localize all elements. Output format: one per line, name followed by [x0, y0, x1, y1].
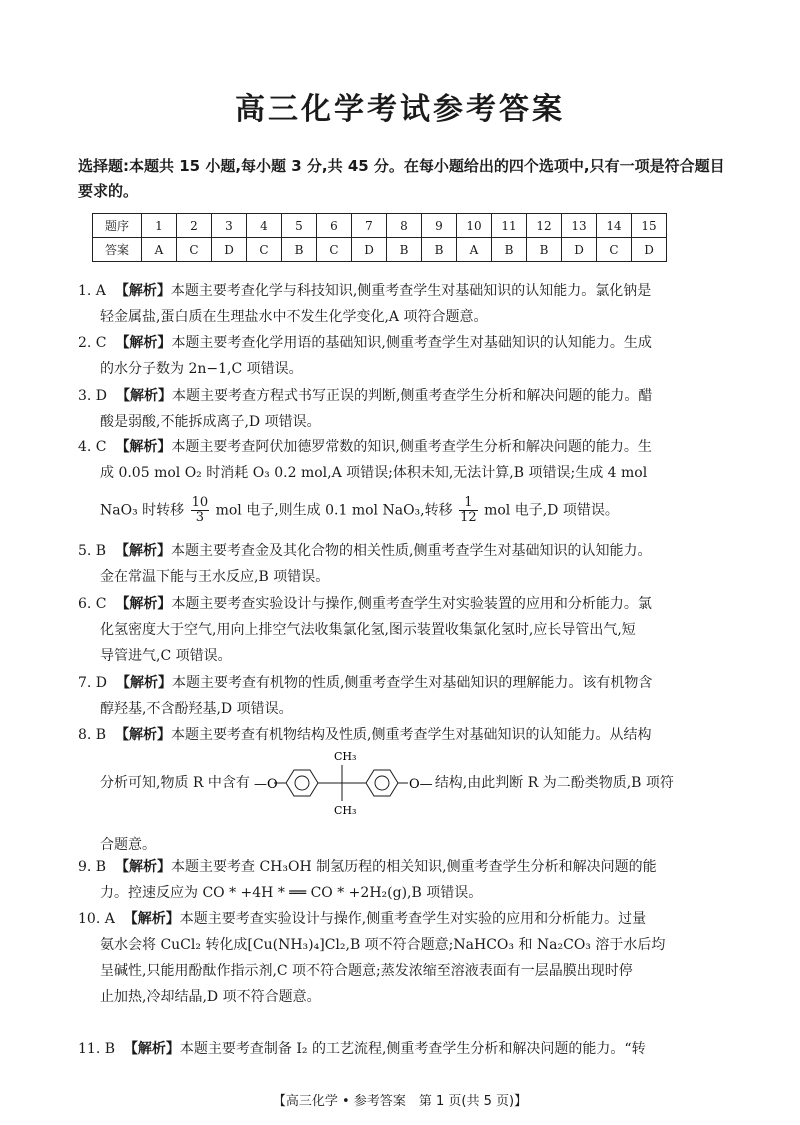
- table-header-cell: 题序: [93, 214, 142, 238]
- table-cell: B: [527, 238, 562, 262]
- question-text: 的水分子数为 2n−1,C 项错误。: [100, 361, 303, 377]
- table-cell: 11: [492, 214, 527, 238]
- table-cell: D: [632, 238, 667, 262]
- page-footer: 【高三化学 • 参考答案 第 1 页(共 5 页)】: [272, 1094, 528, 1109]
- ether-oxygen-right: O—: [409, 777, 434, 792]
- analysis-tag: 【解析】: [114, 283, 171, 299]
- question-3: [78, 383, 732, 435]
- question-2: [78, 330, 732, 382]
- question-number: 3. D: [78, 388, 108, 404]
- question-number: 6. C: [78, 596, 107, 612]
- table-cell: 12: [527, 214, 562, 238]
- question-text: 氨水会将 CuCl₂ 转化成[Cu(NH₃)₄]Cl₂,B 项不符合题意;NaHCO₃ 和 Na₂CO₃ 溶于水后均: [100, 937, 666, 953]
- question-number: 10. A: [78, 911, 115, 927]
- ether-oxygen-left: —O: [254, 777, 279, 792]
- table-cell: C: [317, 238, 352, 262]
- analysis-tag: 【解析】: [123, 1041, 180, 1057]
- bisphenol-structure-diagram: [254, 748, 434, 818]
- fraction: [459, 496, 478, 525]
- question-4: [78, 434, 732, 525]
- question-number: 7. D: [78, 675, 108, 691]
- table-cell: 8: [387, 214, 422, 238]
- analysis-tag: 【解析】: [115, 439, 172, 455]
- question-9: [78, 854, 732, 906]
- question-text: 本题主要考查化学用语的基础知识,侧重考查学生对基础知识的认知能力。生成: [171, 335, 652, 351]
- question-text: 合题意。: [100, 837, 156, 853]
- question-text: 本题主要考查制备 I₂ 的工艺流程,侧重考查学生分析和解决问题的能力。“转: [179, 1041, 646, 1057]
- question-text: NaO₃ 时转移: [100, 502, 185, 519]
- analysis-tag: 【解析】: [115, 543, 172, 559]
- question-5: [78, 538, 732, 590]
- table-cell: 3: [212, 214, 247, 238]
- question-6: [78, 591, 732, 669]
- table-header-cell: 答案: [93, 238, 142, 262]
- table-cell: B: [282, 238, 317, 262]
- question-text: 化氢密度大于空气,用向上排空气法收集氯化氢,图示装置收集氯化氢时,应长导管出气,短: [100, 622, 636, 638]
- table-cell: B: [492, 238, 527, 262]
- table-cell: 1: [142, 214, 177, 238]
- analysis-tag: 【解析】: [115, 388, 172, 404]
- table-cell: 15: [632, 214, 667, 238]
- table-cell: C: [247, 238, 282, 262]
- table-cell: B: [387, 238, 422, 262]
- question-number: 5. B: [78, 543, 107, 559]
- table-cell: A: [142, 238, 177, 262]
- table-cell: 5: [282, 214, 317, 238]
- answer-table: [92, 213, 667, 262]
- methyl-top: CH₃: [334, 750, 357, 763]
- page-title: 高三化学考试参考答案: [235, 92, 565, 127]
- table-cell: D: [212, 238, 247, 262]
- question-number: 11. B: [78, 1041, 116, 1057]
- table-cell: D: [352, 238, 387, 262]
- question-text: 本题主要考查 CH₃OH 制氢历程的相关知识,侧重考查学生分析和解决问题的能: [171, 859, 657, 875]
- table-cell: 13: [562, 214, 597, 238]
- table-cell: 4: [247, 214, 282, 238]
- question-number: 2. C: [78, 335, 107, 351]
- fraction: [191, 496, 210, 525]
- analysis-tag: 【解析】: [115, 859, 172, 875]
- benzene-ring-left: [286, 770, 318, 796]
- benzene-ring-right: [366, 770, 398, 796]
- question-text: 分析可知,物质 R 中含有: [100, 775, 250, 791]
- analysis-tag: 【解析】: [115, 727, 172, 743]
- question-text: 力。控速反应为 CO * +4H * ══ CO * +2H₂(g),B 项错误。: [100, 885, 483, 901]
- question-7: [78, 670, 732, 722]
- question-text: mol 电子,D 项错误。: [484, 502, 619, 519]
- table-cell: A: [457, 238, 492, 262]
- table-cell: 6: [317, 214, 352, 238]
- question-text: 本题主要考查阿伏加德罗常数的知识,侧重考查学生分析和解决问题的能力。生: [171, 439, 652, 455]
- question-11: [78, 1036, 732, 1062]
- question-text: 本题主要考查有机物的性质,侧重考查学生对基础知识的理解能力。该有机物含: [171, 675, 653, 691]
- analysis-tag: 【解析】: [115, 335, 172, 351]
- analysis-tag: 【解析】: [115, 675, 172, 691]
- table-cell: C: [177, 238, 212, 262]
- denominator: 12: [460, 510, 477, 525]
- table-cell: D: [562, 238, 597, 262]
- question-text: 本题主要考查有机物结构及性质,侧重考查学生对基础知识的认知能力。从结构: [171, 727, 652, 743]
- question-text: 醇羟基,不含酚羟基,D 项错误。: [100, 701, 293, 717]
- analysis-tag: 【解析】: [115, 596, 172, 612]
- numerator: 1: [459, 496, 478, 511]
- question-8: [78, 722, 732, 858]
- question-text: 止加热,冷却结晶,D 项不符合题意。: [100, 989, 321, 1005]
- question-number: 9. B: [78, 859, 107, 875]
- aromatic-circle: [295, 776, 309, 790]
- question-text: mol 电子,则生成 0.1 mol NaO₃,转移: [215, 502, 453, 519]
- aromatic-circle: [375, 776, 389, 790]
- table-cell: B: [422, 238, 457, 262]
- analysis-tag: 【解析】: [123, 911, 180, 927]
- question-number: 1. A: [78, 283, 106, 299]
- question-text: 本题主要考查实验设计与操作,侧重考查学生对实验装置的应用和分析能力。氯: [171, 596, 652, 612]
- question-text: 呈碱性,只能用酚酞作指示剂,C 项不符合题意;蒸发浓缩至溶液表面有一层晶膜出现时停: [100, 963, 633, 979]
- question-text: 成 0.05 mol O₂ 时消耗 O₃ 0.2 mol,A 项错误;体积未知,无法计算,B 项错误;生成 4 mol: [100, 465, 648, 481]
- question-text: 导管进气,C 项错误。: [100, 648, 232, 664]
- table-cell: 2: [177, 214, 212, 238]
- question-1: [78, 278, 732, 330]
- question-number: 4. C: [78, 439, 107, 455]
- table-row-numbers: [93, 214, 667, 238]
- table-row-answers: [93, 238, 667, 262]
- question-number: 8. B: [78, 727, 107, 743]
- question-text: 本题主要考查化学与科技知识,侧重考查学生对基础知识的认知能力。氯化钠是: [170, 283, 652, 299]
- table-cell: 14: [597, 214, 632, 238]
- methyl-bottom: CH₃: [334, 804, 357, 817]
- question-text: 酸是弱酸,不能拆成离子,D 项错误。: [100, 414, 321, 430]
- table-cell: C: [597, 238, 632, 262]
- table-cell: 9: [422, 214, 457, 238]
- denominator: 3: [195, 510, 204, 525]
- table-cell: 7: [352, 214, 387, 238]
- question-text: 本题主要考查方程式书写正误的判断,侧重考查学生分析和解决问题的能力。醋: [171, 388, 653, 404]
- numerator: 10: [191, 495, 209, 510]
- question-text: 本题主要考查实验设计与操作,侧重考查学生对实验的应用和分析能力。过量: [179, 911, 647, 927]
- question-text: 金在常温下能与王水反应,B 项错误。: [100, 569, 330, 585]
- question-text: 结构,由此判断 R 为二酚类物质,B 项符: [434, 775, 674, 791]
- question-10: [78, 906, 732, 1010]
- table-cell: 10: [457, 214, 492, 238]
- question-text: 轻金属盐,蛋白质在生理盐水中不发生化学变化,A 项符合题意。: [100, 309, 488, 325]
- question-text: 本题主要考查金及其化合物的相关性质,侧重考查学生对基础知识的认知能力。: [171, 543, 652, 559]
- section-intro: 选择题:本题共 15 小题,每小题 3 分,共 45 分。在每小题给出的四个选项中,只有一项是符合题目要求的。: [78, 157, 725, 200]
